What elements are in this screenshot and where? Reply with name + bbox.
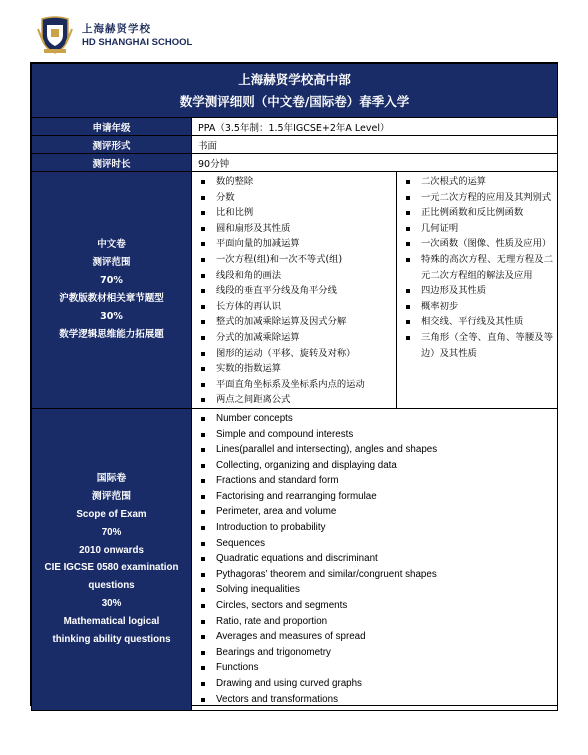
info-value: 书面 — [192, 136, 558, 154]
info-value: 90分钟 — [192, 154, 558, 172]
school-crest-icon — [36, 15, 74, 55]
chinese-paper-row — [32, 172, 558, 409]
side-line: thinking ability questions — [52, 633, 171, 645]
topic-list-item: Solving inequalities — [198, 582, 553, 598]
info-value: PPA（3.5年制：1.5年IGCSE+2年A Level） — [192, 118, 558, 136]
info-row-duration — [32, 154, 558, 172]
topic-list-item: 实数的指数运算 — [198, 361, 392, 377]
info-label: 测评形式 — [32, 136, 192, 154]
title-line-1: 上海赫贤学校高中部 — [238, 71, 351, 87]
topic-list-item: 图形的运动（平移、旋转及对称） — [198, 346, 392, 362]
topic-list-item: Fractions and standard form — [198, 473, 553, 489]
assessment-document — [30, 62, 558, 706]
side-line: 70% — [101, 526, 122, 538]
topic-list-item: 二次根式的运算 — [403, 174, 553, 190]
topic-list-item: 分式的加减乘除运算 — [198, 330, 392, 346]
topic-list-item: 平面直角坐标系及坐标系内点的运动 — [198, 377, 392, 393]
topic-list-item: 整式的加减乘除运算及因式分解 — [198, 314, 392, 330]
topic-list-item: 线段的垂直平分线及角平分线 — [198, 283, 392, 299]
topic-list-item: Collecting, organizing and displaying data — [198, 458, 553, 474]
chinese-topics-right — [397, 172, 558, 409]
international-topics — [192, 408, 558, 710]
topic-list-item: 圆和扇形及其性质 — [198, 221, 392, 237]
topic-list-item: 平面向量的加减运算 — [198, 236, 392, 252]
topic-list-item: 长方体的再认识 — [198, 299, 392, 315]
topic-list-item: Perimeter, area and volume — [198, 504, 553, 520]
info-label: 申请年级 — [32, 118, 192, 136]
topic-list-item: 概率初步 — [403, 299, 553, 315]
side-line: 2010 onwards — [79, 544, 144, 556]
topic-list-item: Lines(parallel and intersecting), angles and shapes — [198, 442, 553, 458]
topic-list-item: 正比例函数和反比例函数 — [403, 205, 553, 221]
title-line-2: 数学测评细则（中文卷/国际卷）春季入学 — [179, 93, 410, 109]
topic-list-item: 三角形（全等、直角、等腰及等边）及其性质 — [403, 330, 553, 361]
topic-list-item: Ratio, rate and proportion — [198, 614, 553, 630]
topic-list-item: Quadratic equations and discriminant — [198, 551, 553, 567]
topic-list-item: 线段和角的画法 — [198, 268, 392, 284]
topic-list-item: Sequences — [198, 536, 553, 552]
chinese-paper-scope — [32, 172, 192, 409]
topic-list-item: 四边形及其性质 — [403, 283, 553, 299]
assessment-table — [31, 63, 558, 711]
school-name-cn: 上海赫贤学校 — [82, 22, 151, 35]
school-header — [36, 14, 192, 56]
side-line: CIE IGCSE 0580 examination — [44, 562, 179, 574]
info-row-grade — [32, 118, 558, 136]
side-line: 测评范围 — [92, 256, 131, 268]
topic-list-item: Circles, sectors and segments — [198, 598, 553, 614]
topic-list-item: 比和比例 — [198, 205, 392, 221]
side-line: 30% — [100, 310, 123, 322]
topic-list-item: Functions — [198, 660, 553, 676]
topic-list-item: 一次方程(组)和一次不等式(组) — [198, 252, 392, 268]
side-line: 数学逻辑思维能力拓展题 — [59, 328, 164, 340]
topic-list-item: Vectors and transformations — [198, 692, 553, 708]
topic-list-item: 几何证明 — [403, 221, 553, 237]
document-title — [32, 64, 558, 118]
topic-list-item: Bearings and trigonometry — [198, 645, 553, 661]
side-line: 测评范围 — [91, 491, 132, 503]
topic-list-item: Factorising and rearranging formulae — [198, 489, 553, 505]
info-row-format — [32, 136, 558, 154]
topic-list-item: Number concepts — [198, 411, 553, 427]
topic-list-item: 数的整除 — [198, 174, 392, 190]
side-line: Scope of Exam — [76, 509, 147, 521]
topic-list-item: Introduction to probability — [198, 520, 553, 536]
international-paper-row — [32, 408, 558, 710]
topic-list-item: Simple and compound interests — [198, 427, 553, 443]
side-line: 国际卷 — [96, 473, 127, 485]
chinese-topics-left — [192, 172, 397, 409]
topic-list-item: Averages and measures of spread — [198, 629, 553, 645]
topic-list-item: 相交线、平行线及其性质 — [403, 314, 553, 330]
school-name-en: HD SHANGHAI SCHOOL — [82, 36, 193, 48]
info-label: 测评时长 — [32, 154, 192, 172]
topic-list-item: 一次函数（图像、性质及应用） — [403, 236, 553, 252]
side-line: 沪教版教材相关章节题型 — [59, 292, 164, 304]
side-line: 中文卷 — [97, 238, 126, 250]
topic-list-item: Drawing and using curved graphs — [198, 676, 553, 692]
side-line: 30% — [101, 598, 122, 609]
topic-list-item: Pythagoras’ theorem and similar/congruent shapes — [198, 567, 553, 583]
side-line: 70% — [100, 274, 123, 286]
topic-list-item: 特殊的高次方程、无理方程及二元二次方程组的解法及应用 — [403, 252, 553, 283]
side-line: questions — [88, 580, 135, 592]
side-line: Mathematical logical — [63, 615, 160, 627]
topic-list-item: 分数 — [198, 190, 392, 206]
topic-list-item: 两点之间距离公式 — [198, 392, 392, 408]
topic-list-item: 一元二次方程的应用及其判别式 — [403, 190, 553, 206]
international-paper-scope — [32, 408, 192, 710]
